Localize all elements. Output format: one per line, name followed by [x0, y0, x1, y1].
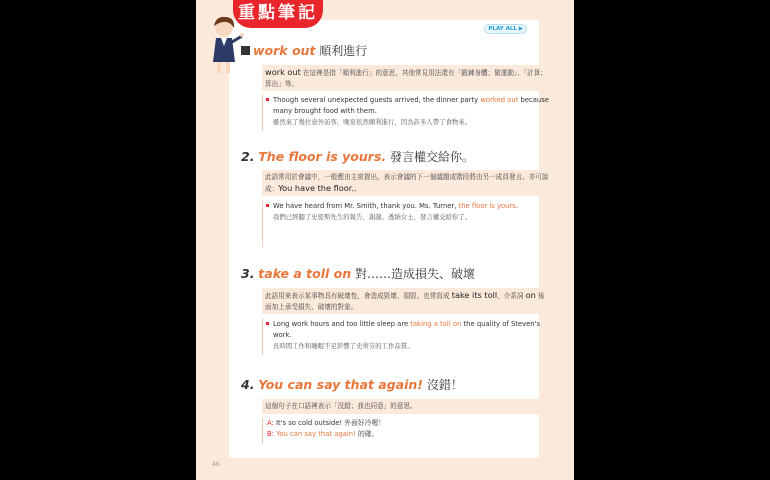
bullet-icon [266, 204, 269, 207]
section-4-note: 這個句子在口語裡表示「沒錯；我也同意」的意思。 [262, 399, 554, 414]
section-2-heading: 2. The floor is yours. 發言權交給你。 [241, 149, 474, 164]
page-number: 46 [212, 461, 220, 468]
book-page [196, 0, 574, 480]
section-2-example: We have heard from Mr. Smith, thank you. Ms. Turner, the floor is yours. 我們已經聽了史密斯先生的報告，謝謝。透納女士，發言權交給你了。 [262, 201, 554, 247]
teacher-illustration-icon [208, 14, 244, 74]
play-all-button[interactable]: PLAY ALL ▶ [484, 24, 527, 34]
section-1-heading [241, 42, 367, 59]
phrase: work out [253, 43, 316, 58]
section-4-dialogue: A: It's so cold outside! 外面好冷喔！ B: You can say that again! 的確。 [262, 418, 554, 444]
meaning: 順利進行 [319, 44, 368, 58]
section-2-note: 此語常用於會議中，一般應由主席提出，表示會議的下一個議題或階段將由另一成員發言。亦可說成：You have the floor.。 [262, 170, 554, 196]
section-1-note: work out 在這裡是指「順利進行」的意思，其他常見用法還有「鍛鍊身體；做運動」、「計算；算出」等。 [262, 65, 554, 91]
section-4-heading: 4. You can say that again! 沒錯！ [241, 377, 463, 392]
badge-title: 重點筆記 [233, 0, 323, 28]
content-panel [229, 20, 549, 458]
section-3-example: Long work hours and too little sleep are taking a toll on the quality of Steven's work. 長時間工作和睡眠不足影響了史蒂芬的工作品質。 [262, 319, 554, 355]
bullet-icon [266, 322, 269, 325]
bullet-icon [266, 98, 269, 101]
section-3-heading: 3. take a toll on 對……造成損失、破壞 [241, 266, 475, 281]
section-1-example: Though several unexpected guests arrived, the dinner party worked out because many brought food with them. 雖然來了幾位意外訪客，晚宴依然順利進行，因為許多人帶了食物來。 [262, 95, 554, 131]
section-3-note: 此語用來表示某事物具有破壞性，會造成毀壞、損毀。也常寫成 take its toll，介系詞 on 後面加上承受損失、破壞的對象。 [262, 288, 554, 314]
